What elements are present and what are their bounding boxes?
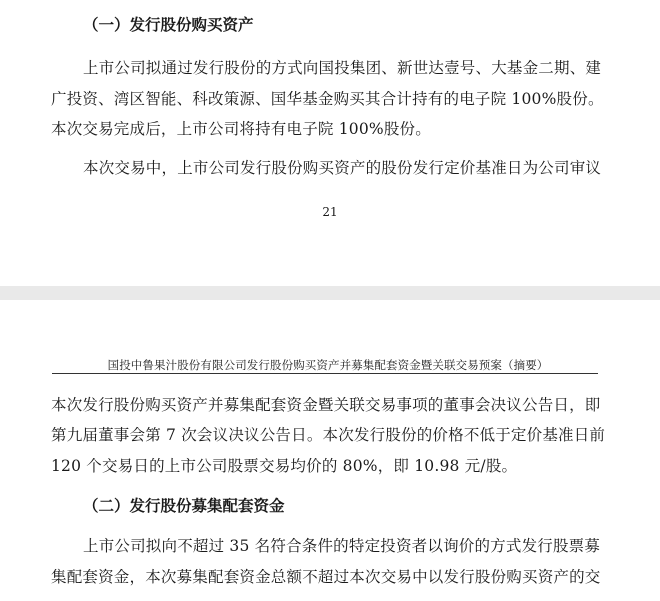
paragraph-line: 120 个交易日的上市公司股票交易均价的 80%，即 10.98 元/股。 — [51, 457, 518, 475]
paragraph-line: 上市公司拟通过发行股份的方式向国投集团、新世达壹号、大基金二期、建 — [83, 59, 602, 77]
paragraph-line: 广投资、湾区智能、科改策源、国华基金购买其合计持有的电子院 100%股份。 — [51, 90, 604, 108]
section-heading-supporting-funds: （二）发行股份募集配套资金 — [83, 497, 285, 515]
paragraph-line: 上市公司拟向不超过 35 名符合条件的特定投资者以询价的方式发行股票募 — [83, 537, 601, 555]
paragraph-line: 集配套资金，本次募集配套资金总额不超过本次交易中以发行股份购买资产的交 — [51, 568, 601, 586]
section-heading-asset-purchase: （一）发行股份购买资产 — [83, 16, 254, 34]
running-header: 国投中鲁果汁股份有限公司发行股份购买资产并募集配套资金暨关联交易预案（摘要） — [107, 358, 549, 372]
document-page-bottom — [0, 300, 660, 601]
paragraph-line: 本次交易完成后，上市公司将持有电子院 100%股份。 — [51, 120, 431, 138]
header-rule — [52, 373, 598, 374]
page-number: 21 — [322, 205, 338, 219]
document-page-top — [0, 0, 660, 286]
paragraph-line: 本次交易中，上市公司发行股份购买资产的股份发行定价基准日为公司审议 — [83, 159, 602, 177]
paragraph-line: 本次发行股份购买资产并募集配套资金暨关联交易事项的董事会决议公告日，即 — [51, 396, 601, 414]
paragraph-line: 第九届董事会第 7 次会议决议公告日。本次发行股份的价格不低于定价基准日前 — [51, 426, 606, 444]
page-separator — [0, 286, 660, 300]
